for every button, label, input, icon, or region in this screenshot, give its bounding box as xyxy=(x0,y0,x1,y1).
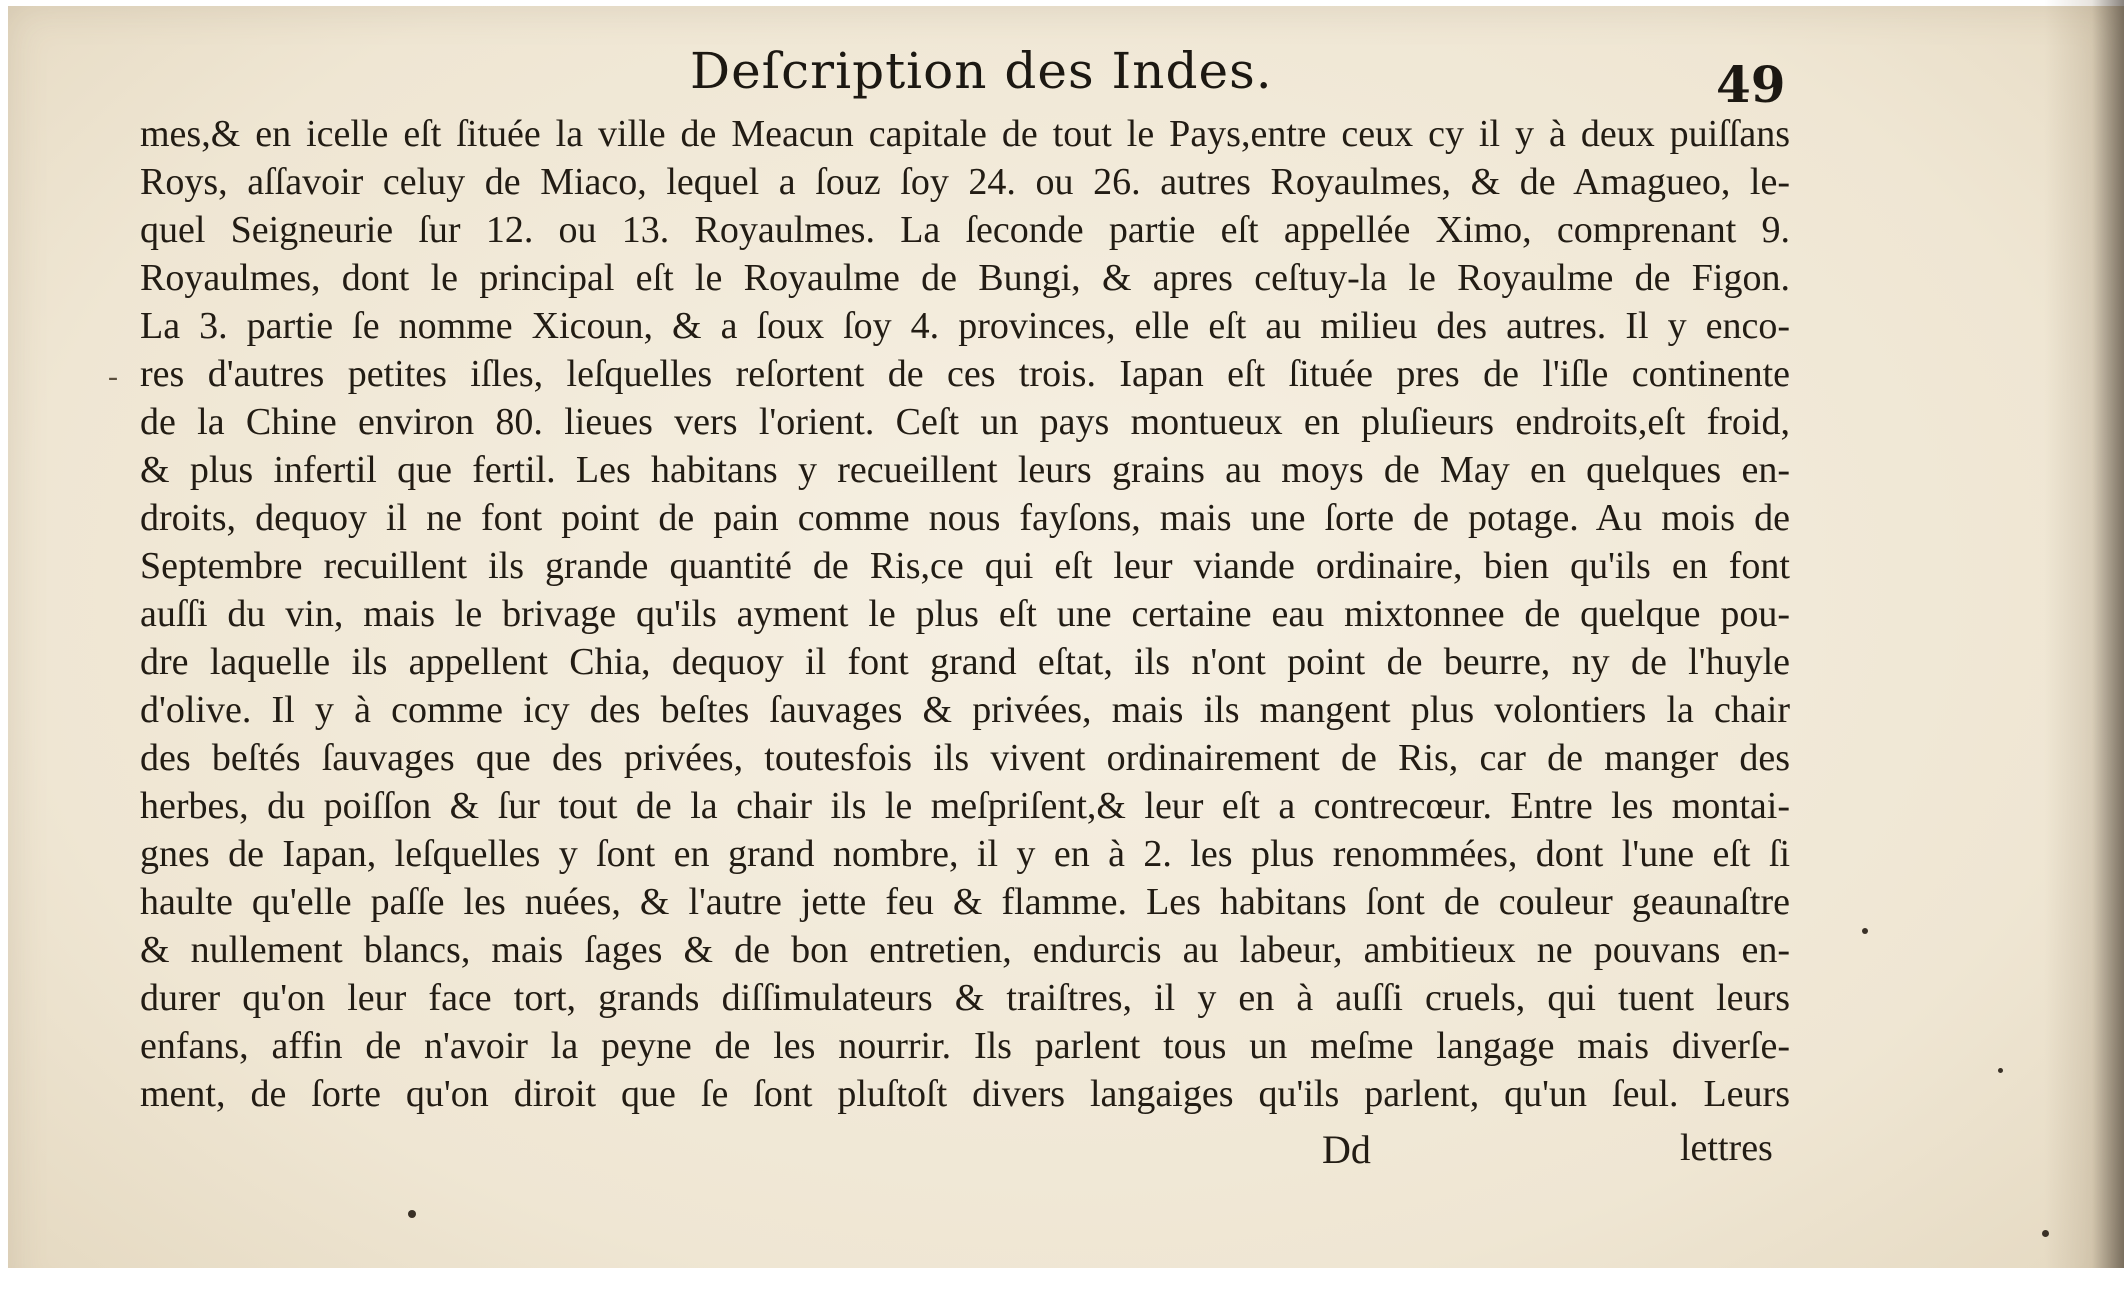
text-line: d'olive. Il y à comme icy des beſtes ſauvages & privées, mais ils mangent plus volontiers la chair xyxy=(140,689,1790,731)
text-line: durer qu'on leur face tort, grands diſſimulateurs & traiſtres, il y en à auſſi cruels, qui tuent leurs xyxy=(140,977,1790,1019)
text-line: res d'autres petites iſles, leſquelles reſortent de ces trois. Iapan eſt ſituée pres de l'iſle continente xyxy=(140,353,1790,395)
text-line: dre laquelle ils appellent Chia, dequoy il font grand eſtat, ils n'ont point de beurre, ny de l'huyle xyxy=(140,641,1790,683)
text-line: mes,& en icelle eſt ſituée la ville de Meacun capitale de tout le Pays,entre ceux cy il y à deux puiſſans xyxy=(140,113,1790,155)
text-line: Roys, aſſavoir celuy de Miaco, lequel a ſouz ſoy 24. ou 26. autres Royaulmes, & de Amagueo, le- xyxy=(140,161,1790,203)
text-line: & plus infertil que fertil. Les habitans y recueillent leurs grains au moys de May en quelques en- xyxy=(140,449,1790,491)
body-text xyxy=(140,110,1790,1118)
text-line: ment, de ſorte qu'on diroit que ſe ſont pluſtoſt divers langaiges qu'ils parlent, qu'un ſeul. Leurs xyxy=(140,1073,1790,1115)
text-line: de la Chine environ 80. lieues vers l'orient. Ceſt un pays montueux en pluſieurs endroits,eſt froid, xyxy=(140,401,1790,443)
signature-mark: Dd xyxy=(1322,1127,1371,1172)
text-line: Royaulmes, dont le principal eſt le Royaulme de Bungi, & apres ceſtuy-la le Royaulme de Figon. xyxy=(140,257,1790,299)
margin-mark: - xyxy=(108,360,118,393)
page-edge-shadow xyxy=(2044,0,2124,1301)
ink-speck xyxy=(1998,1068,2003,1073)
ink-speck xyxy=(2042,1230,2049,1237)
text-line: herbes, du poiſſon & ſur tout de la chair ils le meſpriſent,& leur eſt a contrecœur. Entre les montai- xyxy=(140,785,1790,827)
catchword: lettres xyxy=(1680,1127,1773,1169)
ink-speck xyxy=(1862,928,1868,934)
text-line: quel Seigneurie ſur 12. ou 13. Royaulmes. La ſeconde partie eſt appellée Ximo, comprenant 9. xyxy=(140,209,1790,251)
scan-border xyxy=(0,1268,2124,1307)
page-number: 49 xyxy=(1716,55,1786,114)
text-line: La 3. partie ſe nomme Xicoun, & a ſoux ſoy 4. provinces, elle eſt au milieu des autres. Il y enco- xyxy=(140,305,1790,347)
text-line: gnes de Iapan, leſquelles y ſont en grand nombre, il y en à 2. les plus renommées, dont l'une eſt ſi xyxy=(140,833,1790,875)
running-title: Deſcription des Indes. xyxy=(690,42,1273,100)
text-line: enfans, affin de n'avoir la peyne de les nourrir. Ils parlent tous un meſme langage mais diverſe- xyxy=(140,1025,1790,1067)
text-line: Septembre recuillent ils grande quantité de Ris,ce qui eſt leur viande ordinaire, bien qu'ils en font xyxy=(140,545,1790,587)
text-line: droits, dequoy il ne font point de pain comme nous fayſons, mais une ſorte de potage. Au mois de xyxy=(140,497,1790,539)
text-line: auſſi du vin, mais le brivage qu'ils ayment le plus eſt une certaine eau mixtonnee de quelque pou- xyxy=(140,593,1790,635)
ink-speck xyxy=(408,1210,416,1218)
text-line: haulte qu'elle paſſe les nuées, & l'autre jette feu & flamme. Les habitans ſont de couleur geaunaſtre xyxy=(140,881,1790,923)
text-line: des beſtés ſauvages que des privées, toutesfois ils vivent ordinairement de Ris, car de manger des xyxy=(140,737,1790,779)
text-line: & nullement blancs, mais ſages & de bon entretien, endurcis au labeur, ambitieux ne pouvans en- xyxy=(140,929,1790,971)
